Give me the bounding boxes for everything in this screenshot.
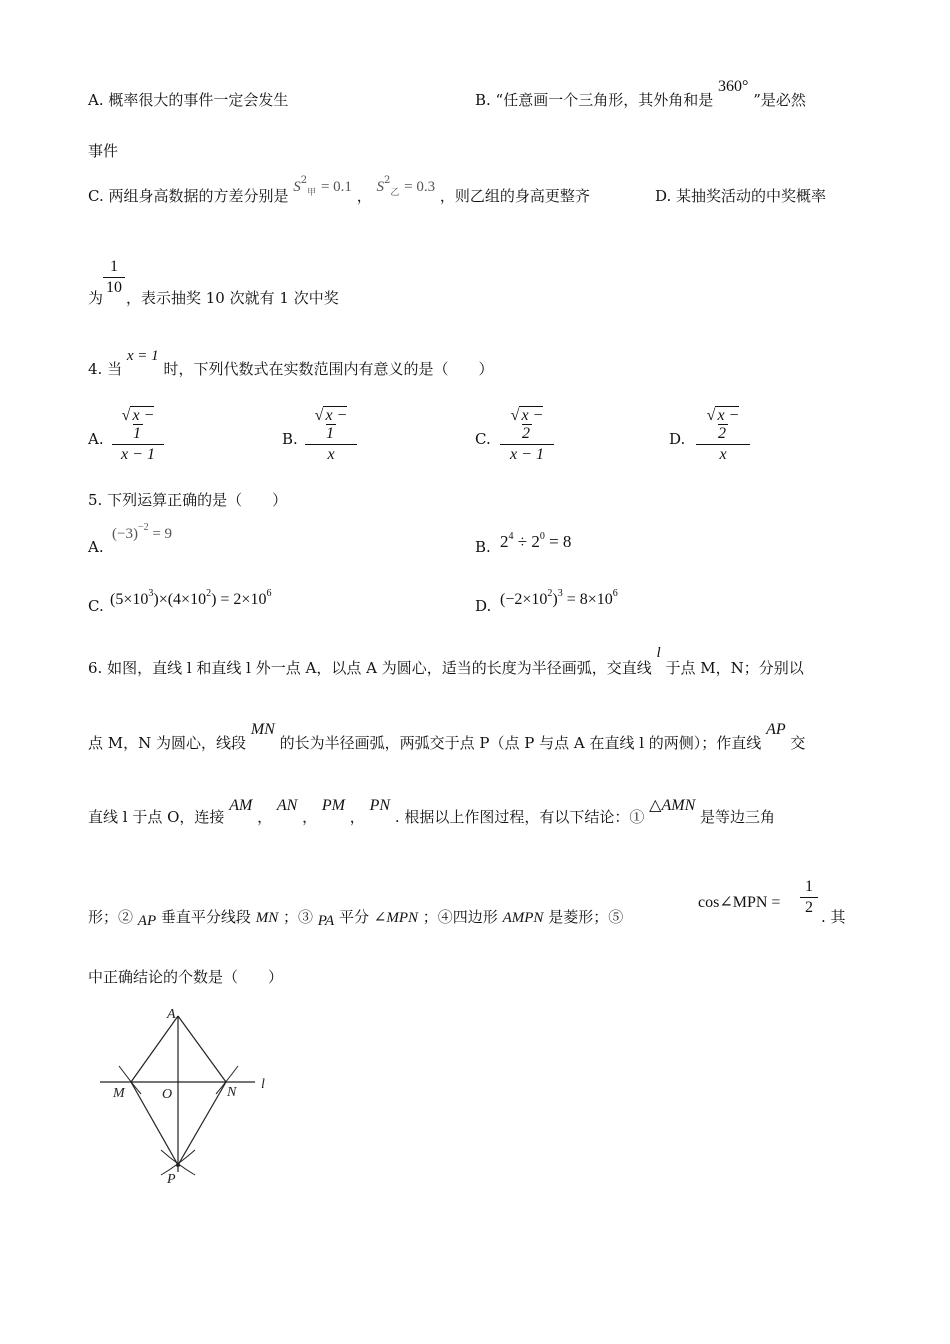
fraction-bar (696, 444, 750, 445)
expr-part: (−3) (112, 526, 138, 542)
q5-option-a-expr (112, 522, 173, 543)
expr-exponent: 6 (266, 588, 272, 599)
q3-option-b-continued: 事件 (88, 142, 119, 160)
expr-rhs: = 8 (549, 532, 572, 551)
q6-text: 于点 M，N；分别以 (665, 659, 804, 677)
segment-pn (178, 1082, 226, 1165)
q4-option-a-label: A. (88, 430, 104, 448)
q5-option-d-expr (500, 588, 618, 609)
fraction-numerator: 1 (110, 258, 118, 275)
point-p (176, 1163, 180, 1167)
q6-text: ；③ (282, 908, 313, 926)
q6-half-fraction (800, 878, 818, 917)
q3-option-c-post: ，则乙组的身高更整齐 (439, 187, 590, 205)
q6-math: PA (317, 913, 335, 929)
expr-part: = 8×10 (566, 591, 613, 608)
q6-line-5: 中正确结论的个数是（ ） (88, 968, 284, 986)
variance-value: = 0.3 (404, 179, 436, 195)
fraction-bar (103, 277, 125, 278)
q6-math: AN (276, 797, 298, 814)
q6-text: 是菱形；⑤ (548, 908, 624, 926)
fraction-numerator: 1 (805, 878, 813, 895)
expr-exponent: 3 (148, 588, 154, 599)
fraction-denominator: 2 (805, 899, 813, 916)
q5-option-b-expr (500, 532, 571, 552)
variance-sup: 2 (383, 175, 391, 186)
expr-exponent: 0 (539, 531, 545, 542)
q6-line-2 (88, 721, 806, 753)
q6-text: . 根据以上作图过程，有以下结论：① (394, 808, 645, 826)
radicand: x − 2 (717, 407, 740, 442)
expr-exponent: 2 (206, 588, 212, 599)
q3-variance-1 (293, 175, 356, 198)
q6-math: ∠MPN (373, 910, 418, 926)
q6-math: AP (137, 913, 157, 929)
q3-option-d: D. 某抽奖活动的中奖概率 (655, 187, 827, 205)
expr-part: (5×10 (110, 591, 149, 608)
q4-option-b-fraction (305, 407, 357, 464)
q5-option-b-label: B. (475, 538, 491, 556)
q6-text: 的长为半径画弧，两弧交于点 P（点 P 与点 A 在直线 l 的两侧）；作直线 (279, 734, 762, 752)
label-a: A (167, 1007, 176, 1022)
fraction-denominator: x (719, 446, 727, 463)
expr-part: ÷ 2 (517, 532, 540, 551)
q6-math: △AMN (649, 797, 696, 814)
q3-option-d-continued: ，表示抽奖 10 次就有 1 次中奖 (126, 289, 339, 307)
q4-option-d-label: D. (669, 430, 686, 448)
q4-option-a-fraction (112, 407, 164, 464)
comma: ， (356, 187, 372, 205)
q3-option-b (475, 78, 806, 110)
radicand: x − 2 (521, 407, 544, 442)
fraction-denominator: 10 (106, 279, 122, 296)
q5-stem: 5. 下列运算正确的是（ ） (88, 491, 288, 509)
q3-variance-2 (376, 175, 439, 198)
q3-option-b-post: ”是必然 (753, 91, 806, 109)
expr-exponent: −2 (137, 522, 149, 533)
fraction-bar (305, 444, 357, 445)
q6-text: 平分 (338, 908, 369, 926)
q4-option-c-label: C. (475, 430, 491, 448)
fraction-bar (112, 444, 164, 445)
q6-line-1 (88, 645, 804, 678)
radicand: x − 1 (132, 407, 155, 442)
expr-exponent: 6 (612, 588, 618, 599)
q6-math: MN (255, 910, 279, 926)
q6-math: AMPN (502, 910, 544, 926)
q5-option-a-label: A. (88, 538, 104, 556)
q6-line-4 (88, 906, 623, 927)
label-p: P (167, 1172, 176, 1187)
expr-exponent: 4 (508, 531, 514, 542)
q4-option-b-label: B. (282, 430, 298, 448)
q6-text: 点 M，N 为圆心，线段 (88, 734, 247, 752)
q6-sep: ， (349, 808, 365, 826)
q4-pre: 4. 当 (88, 360, 123, 378)
q6-math: PN (369, 797, 391, 814)
q6-sep: ， (257, 808, 273, 826)
variance-value: = 0.1 (320, 179, 352, 195)
q4-option-c-fraction (500, 407, 554, 464)
q4-option-d-fraction (696, 407, 750, 464)
sqrt-numerator: √ x − 1 (121, 407, 155, 442)
sqrt-numerator: √ x − 1 (314, 407, 348, 442)
sqrt-numerator: √ x − 2 (510, 407, 544, 442)
variance-s-symbol: S (376, 179, 384, 195)
q6-math: PM (321, 797, 346, 814)
q6-line-3 (88, 797, 776, 827)
label-o: O (162, 1087, 173, 1102)
q3-option-c (88, 175, 590, 206)
q4-post: 时，下列代数式在实数范围内有意义的是（ ） (163, 360, 494, 378)
q5-option-c-label: C. (88, 597, 104, 615)
segment-an (178, 1016, 226, 1082)
fraction-bar (500, 444, 554, 445)
sqrt-numerator: √ x − 2 (706, 407, 740, 442)
variance-sup: 2 (300, 175, 308, 186)
segment-am (131, 1016, 178, 1082)
expr-part: ) = 2×10 (211, 591, 267, 608)
q6-text: 形；② (88, 908, 134, 926)
q6-math: l (656, 645, 661, 661)
q4-math: x = 1 (126, 348, 159, 364)
q6-text: 直线 l 于点 O，连接 (88, 808, 225, 826)
expr-exponent: 2 (547, 588, 553, 599)
fraction-bar (800, 897, 818, 898)
q5-option-d-label: D. (475, 597, 492, 615)
q6-text: ；④四边形 (422, 908, 498, 926)
expr-part: ) (552, 591, 558, 608)
q6-math: AP (766, 721, 786, 738)
q6-text: 是等边三角 (700, 808, 776, 826)
q6-text: 6. 如图，直线 l 和直线 l 外一点 A，以点 A 为圆心，适当的长度为半径画弧，交直线 (88, 659, 652, 677)
q4-stem (88, 348, 494, 379)
fraction-denominator: x (327, 446, 335, 463)
q6-math: AM (229, 797, 253, 814)
q3-option-c-text: C. 两组身高数据的方差分别是 (88, 187, 289, 205)
q5-option-c-expr (110, 588, 272, 609)
variance-s-symbol: S (293, 179, 301, 195)
fraction-denominator: x − 1 (510, 446, 544, 463)
expr-part: )×(4×10 (153, 591, 207, 608)
expr-rhs: = 9 (152, 526, 173, 542)
q3-option-d-fraction (103, 258, 125, 297)
q6-line-4-end: . 其 (821, 908, 846, 926)
radicand: x − 1 (325, 407, 348, 442)
q6-sep: ， (302, 808, 318, 826)
q3-option-b-text: B. “任意画一个三角形，其外角和是 (475, 91, 714, 109)
expr-part: 2 (500, 532, 509, 551)
variance-sub: 甲 (307, 188, 317, 198)
q6-math: MN (250, 721, 275, 738)
expr-part: (−2×10 (500, 591, 548, 608)
q6-cos-expr: cos∠MPN = (698, 894, 781, 911)
q3-option-d-wei: 为 (88, 289, 104, 307)
q6-text: 交 (790, 734, 806, 752)
label-m: M (113, 1086, 125, 1101)
variance-sub: 乙 (390, 188, 400, 198)
geometry-figure (95, 1000, 285, 1190)
q3-option-b-math: 360° (718, 78, 749, 95)
label-n: N (227, 1085, 237, 1100)
expr-exponent: 3 (557, 588, 563, 599)
fraction-denominator: x − 1 (121, 446, 155, 463)
q6-text: 垂直平分线段 (160, 908, 251, 926)
label-l: l (261, 1077, 265, 1092)
q3-option-a: A. 概率很大的事件一定会发生 (88, 91, 289, 109)
